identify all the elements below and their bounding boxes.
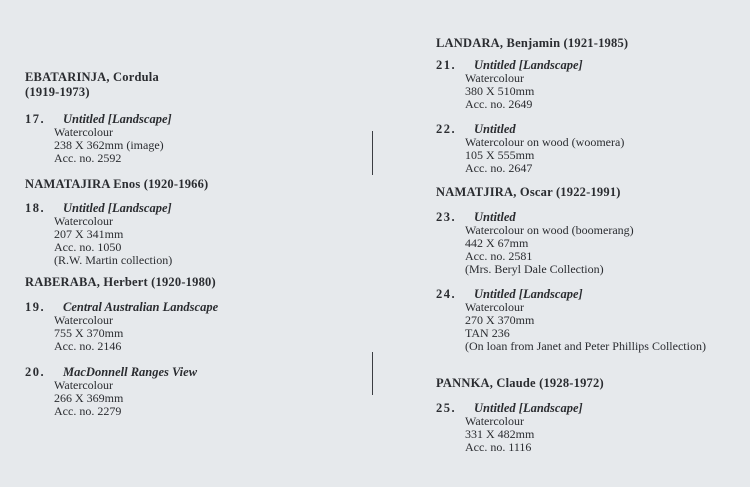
entry-details — [436, 301, 727, 353]
artist-name: NAMATAJIRA Enos (1920-1966) — [25, 177, 209, 191]
entry-medium: Watercolour on wood (boomerang) — [465, 223, 634, 237]
entry-details — [436, 136, 624, 175]
entry-dimensions: 270 X 370mm — [465, 313, 535, 327]
entry-accession: Acc. no. 2649 — [465, 97, 533, 111]
artist-heading — [436, 185, 621, 200]
entry-details — [25, 215, 172, 267]
artist-name: LANDARA, Benjamin (1921-1985) — [436, 36, 629, 50]
entry-medium: Watercolour — [54, 313, 114, 327]
entry-title: Untitled [Landscape] — [63, 201, 172, 215]
artist-heading — [25, 177, 208, 192]
entry-provenance: (Mrs. Beryl Dale Collection) — [465, 262, 604, 276]
entry-accession: Acc. no. 1116 — [465, 440, 532, 454]
entry-accession: TAN 236 — [465, 326, 510, 340]
entry-title-line — [436, 401, 583, 415]
entry-title: Central Australian Landscape — [63, 300, 219, 314]
artist-heading — [436, 36, 628, 51]
artist-name: EBATARINJA, Cordula — [25, 70, 159, 84]
entry-title-line — [436, 58, 583, 72]
entry-title: Untitled [Landscape] — [474, 287, 583, 301]
entry-medium: Watercolour — [54, 378, 114, 392]
entry-title: Untitled — [474, 210, 516, 224]
entry-medium: Watercolour — [465, 71, 525, 85]
catalogue-entry — [25, 201, 172, 267]
entry-medium: Watercolour — [54, 125, 114, 139]
artist-name: PANNKA, Claude (1928-1972) — [436, 376, 604, 390]
entry-dimensions: 266 X 369mm — [54, 391, 124, 405]
catalogue-entry — [436, 58, 583, 111]
entry-title-line — [436, 122, 624, 136]
entry-accession: Acc. no. 2146 — [54, 339, 122, 353]
entry-title-line — [436, 287, 727, 301]
catalogue-entry — [436, 401, 583, 454]
entry-title: Untitled [Landscape] — [474, 58, 583, 72]
entry-number: 18. — [25, 201, 46, 215]
entry-title-line — [25, 365, 197, 379]
entry-title-line — [25, 112, 172, 126]
entry-accession: Acc. no. 2647 — [465, 161, 533, 175]
catalogue-entry — [436, 210, 634, 276]
catalogue-entry — [436, 122, 624, 175]
entry-details — [25, 379, 197, 418]
entry-number: 19. — [25, 300, 46, 314]
column-divider — [372, 352, 373, 395]
artist-heading — [25, 70, 159, 100]
entry-title-line — [436, 210, 634, 224]
entry-number: 20. — [25, 365, 46, 379]
entry-number: 22. — [436, 122, 457, 136]
entry-title-line — [25, 201, 172, 215]
entry-provenance: (R.W. Martin collection) — [54, 253, 173, 267]
entry-title: Untitled [Landscape] — [63, 112, 172, 126]
entry-accession: Acc. no. 2592 — [54, 151, 122, 165]
entry-provenance: (On loan from Janet and Peter Phillips Collection) — [465, 339, 706, 353]
entry-number: 21. — [436, 58, 457, 72]
entry-dimensions: 207 X 341mm — [54, 227, 124, 241]
entry-title: MacDonnell Ranges View — [63, 365, 198, 379]
entry-dimensions: 442 X 67mm — [465, 236, 529, 250]
artist-heading — [436, 376, 604, 391]
artist-name: NAMATJIRA, Oscar (1922-1991) — [436, 185, 621, 199]
artist-name: RABERABA, Herbert (1920-1980) — [25, 275, 216, 289]
entry-number: 23. — [436, 210, 457, 224]
entry-dimensions: 755 X 370mm — [54, 326, 124, 340]
column-divider — [372, 131, 373, 175]
entry-number: 25. — [436, 401, 457, 415]
entry-accession: Acc. no. 2279 — [54, 404, 122, 418]
entry-dimensions: 105 X 555mm — [465, 148, 535, 162]
entry-title: Untitled [Landscape] — [474, 401, 583, 415]
catalogue-entry — [25, 365, 197, 418]
entry-details — [436, 224, 634, 276]
entry-medium: Watercolour — [465, 300, 525, 314]
entry-dimensions: 380 X 510mm — [465, 84, 535, 98]
entry-details — [436, 415, 583, 454]
entry-medium: Watercolour — [54, 214, 114, 228]
entry-dimensions: 238 X 362mm (image) — [54, 138, 164, 152]
entry-details — [25, 126, 172, 165]
entry-details — [436, 72, 583, 111]
entry-medium: Watercolour on wood (woomera) — [465, 135, 625, 149]
entry-dimensions: 331 X 482mm — [465, 427, 535, 441]
entry-title: Untitled — [474, 122, 516, 136]
entry-title-line — [25, 300, 218, 314]
catalogue-entry — [25, 112, 172, 165]
entry-accession: Acc. no. 2581 — [465, 249, 533, 263]
entry-details — [25, 314, 218, 353]
catalogue-entry — [25, 300, 218, 353]
entry-accession: Acc. no. 1050 — [54, 240, 122, 254]
entry-number: 24. — [436, 287, 457, 301]
entry-number: 17. — [25, 112, 46, 126]
artist-dates: (1919-1973) — [25, 85, 90, 99]
catalogue-entry — [436, 287, 727, 353]
entry-medium: Watercolour — [465, 414, 525, 428]
artist-heading — [25, 275, 216, 290]
